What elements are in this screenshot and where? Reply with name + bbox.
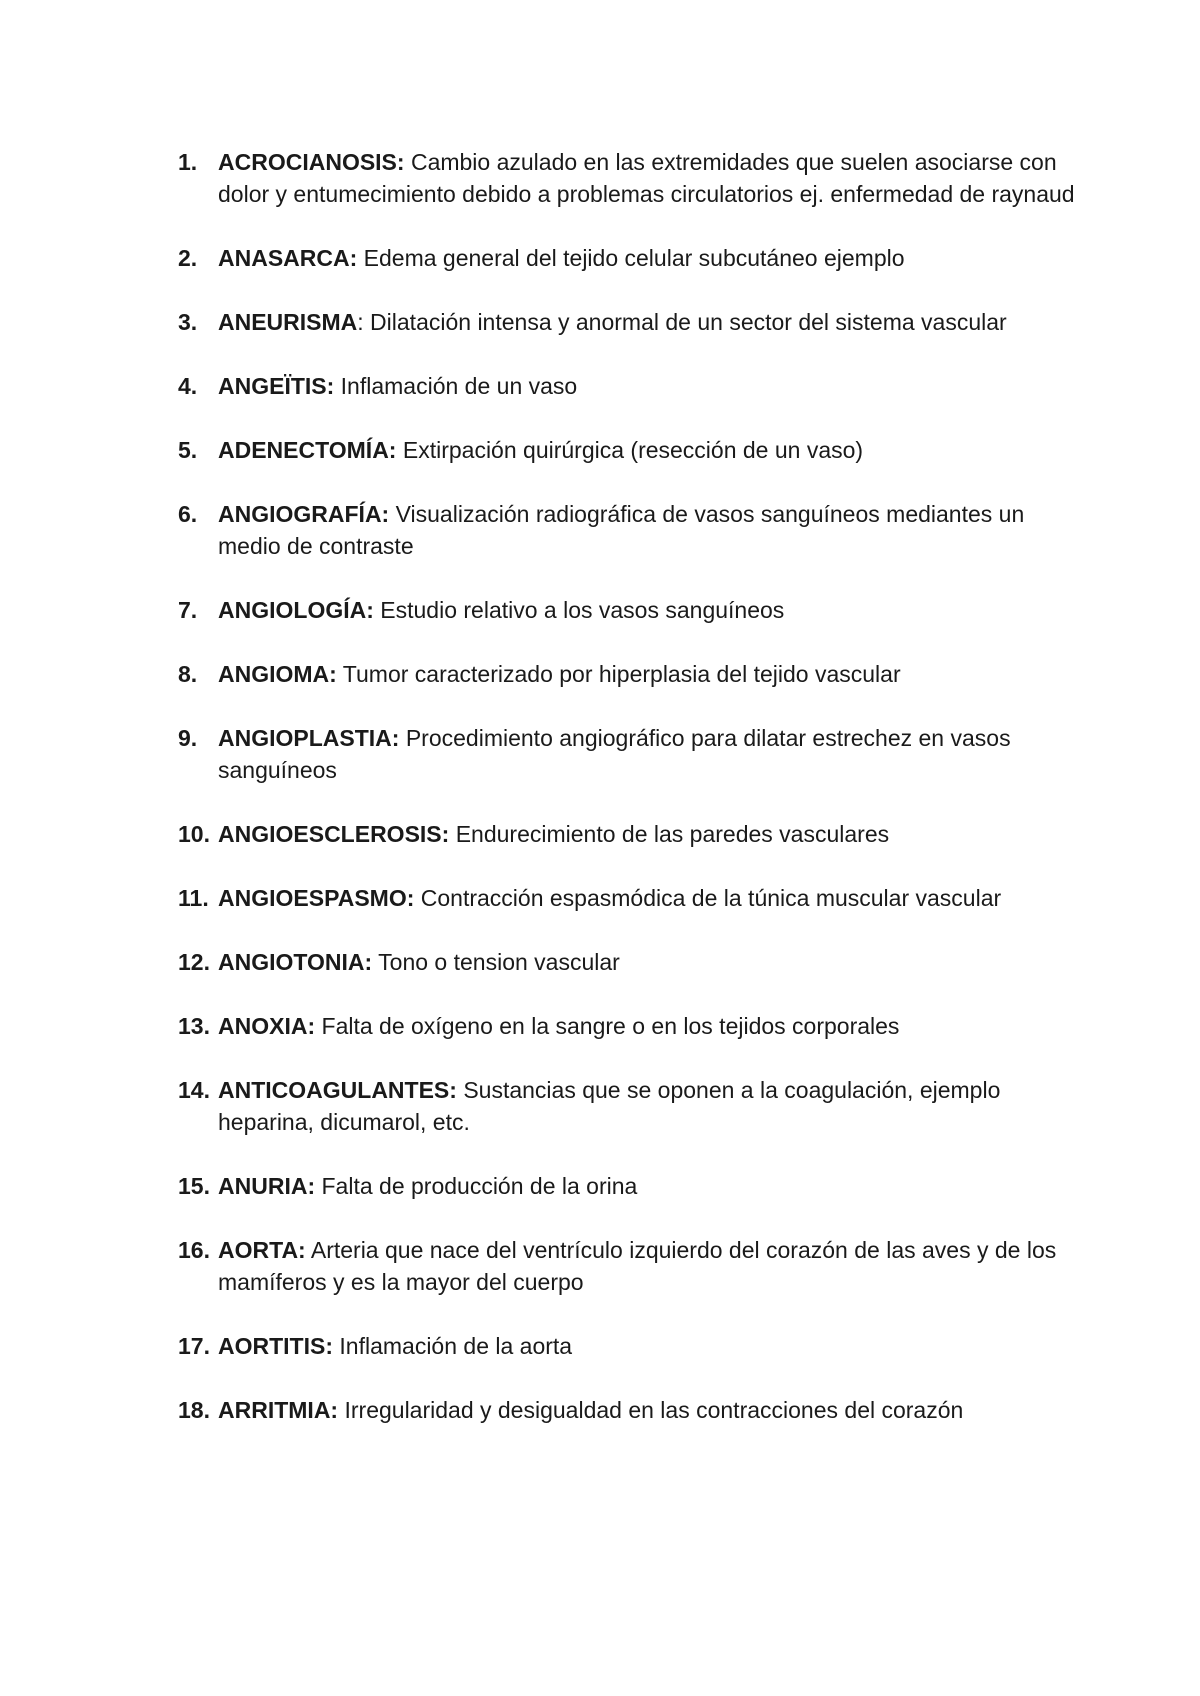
list-item: [178, 370, 1078, 402]
item-term: ANURIA:: [218, 1173, 316, 1199]
item-number: 1.: [178, 149, 198, 175]
item-term: ANTICOAGULANTES:: [218, 1077, 457, 1103]
item-term: ARRITMIA:: [218, 1397, 339, 1423]
list-item: [178, 818, 1078, 850]
item-definition: Sustancias que se oponen a la coagulación, ejemplo heparina, dicumarol, etc.: [218, 1077, 1001, 1135]
item-term: ANGIOGRAFÍA:: [218, 501, 390, 527]
item-definition: Estudio relativo a los vasos sanguíneos: [373, 597, 785, 623]
item-number: 4.: [178, 373, 198, 399]
item-number: 18.: [178, 1397, 210, 1423]
item-definition: Falta de producción de la orina: [315, 1173, 638, 1199]
item-number: 17.: [178, 1333, 210, 1359]
item-term: ANGIOMA:: [218, 661, 337, 687]
item-term: ANASARCA:: [218, 245, 358, 271]
list-item: [178, 882, 1078, 914]
list-item: [178, 306, 1078, 338]
item-definition: Falta de oxígeno en la sangre o en los tejidos corporales: [315, 1013, 900, 1039]
item-number: 15.: [178, 1173, 210, 1199]
item-term: ANGIOESPASMO:: [218, 885, 415, 911]
list-item: [178, 1074, 1078, 1138]
list-item: [178, 1010, 1078, 1042]
glossary-list: [178, 146, 1078, 1458]
list-item: [178, 498, 1078, 562]
list-item: [178, 1170, 1078, 1202]
item-definition: Inflamación de un vaso: [334, 373, 578, 399]
item-number: 3.: [178, 309, 198, 335]
list-item: [178, 146, 1078, 210]
item-number: 9.: [178, 725, 198, 751]
item-definition: Edema general del tejido celular subcutáneo ejemplo: [357, 245, 905, 271]
item-term: ANEURISMA: [218, 309, 358, 335]
list-item: [178, 1234, 1078, 1298]
item-number: 14.: [178, 1077, 210, 1103]
item-definition: Visualización radiográfica de vasos sanguíneos mediantes un medio de contraste: [218, 501, 1025, 559]
item-number: 13.: [178, 1013, 210, 1039]
list-item: [178, 594, 1078, 626]
item-number: 8.: [178, 661, 198, 687]
item-term: ANGEÏTIS:: [218, 373, 335, 399]
item-number: 6.: [178, 501, 198, 527]
item-definition: Contracción espasmódica de la túnica muscular vascular: [414, 885, 1002, 911]
item-number: 5.: [178, 437, 198, 463]
item-term: ANGIOESCLEROSIS:: [218, 821, 450, 847]
item-number: 10.: [178, 821, 210, 847]
item-term: ANGIOLOGÍA:: [218, 597, 374, 623]
item-definition: Arteria que nace del ventrículo izquierdo del corazón de las aves y de los mamíferos y es la mayor del cuerpo: [218, 1237, 1057, 1295]
item-definition: : Dilatación intensa y anormal de un sector del sistema vascular: [357, 309, 1007, 335]
item-definition: Endurecimiento de las paredes vasculares: [449, 821, 890, 847]
item-term: ADENECTOMÍA:: [218, 437, 397, 463]
list-item: [178, 1330, 1078, 1362]
item-number: 11.: [178, 885, 209, 911]
item-number: 12.: [178, 949, 210, 975]
item-number: 2.: [178, 245, 198, 271]
item-definition: Tumor caracterizado por hiperplasia del tejido vascular: [336, 661, 901, 687]
list-item: [178, 242, 1078, 274]
item-term: AORTA:: [218, 1237, 306, 1263]
list-item: [178, 1394, 1078, 1426]
list-item: [178, 722, 1078, 786]
item-definition: Tono o tension vascular: [372, 949, 620, 975]
item-term: AORTITIS:: [218, 1333, 333, 1359]
item-number: 16.: [178, 1237, 210, 1263]
item-number: 7.: [178, 597, 198, 623]
list-item: [178, 946, 1078, 978]
item-term: ANOXIA:: [218, 1013, 316, 1039]
item-definition: Extirpación quirúrgica (resección de un vaso): [396, 437, 864, 463]
item-definition: Irregularidad y desigualdad en las contracciones del corazón: [338, 1397, 964, 1423]
list-item: [178, 658, 1078, 690]
item-term: ANGIOPLASTIA:: [218, 725, 400, 751]
item-definition: Inflamación de la aorta: [333, 1333, 573, 1359]
item-definition: Cambio azulado en las extremidades que suelen asociarse con dolor y entumecimiento debido a problemas circulatorios ej. enfermedad de raynaud: [218, 149, 1075, 207]
item-term: ACROCIANOSIS:: [218, 149, 405, 175]
item-definition: Procedimiento angiográfico para dilatar estrechez en vasos sanguíneos: [218, 725, 1011, 783]
list-item: [178, 434, 1078, 466]
item-term: ANGIOTONIA:: [218, 949, 373, 975]
